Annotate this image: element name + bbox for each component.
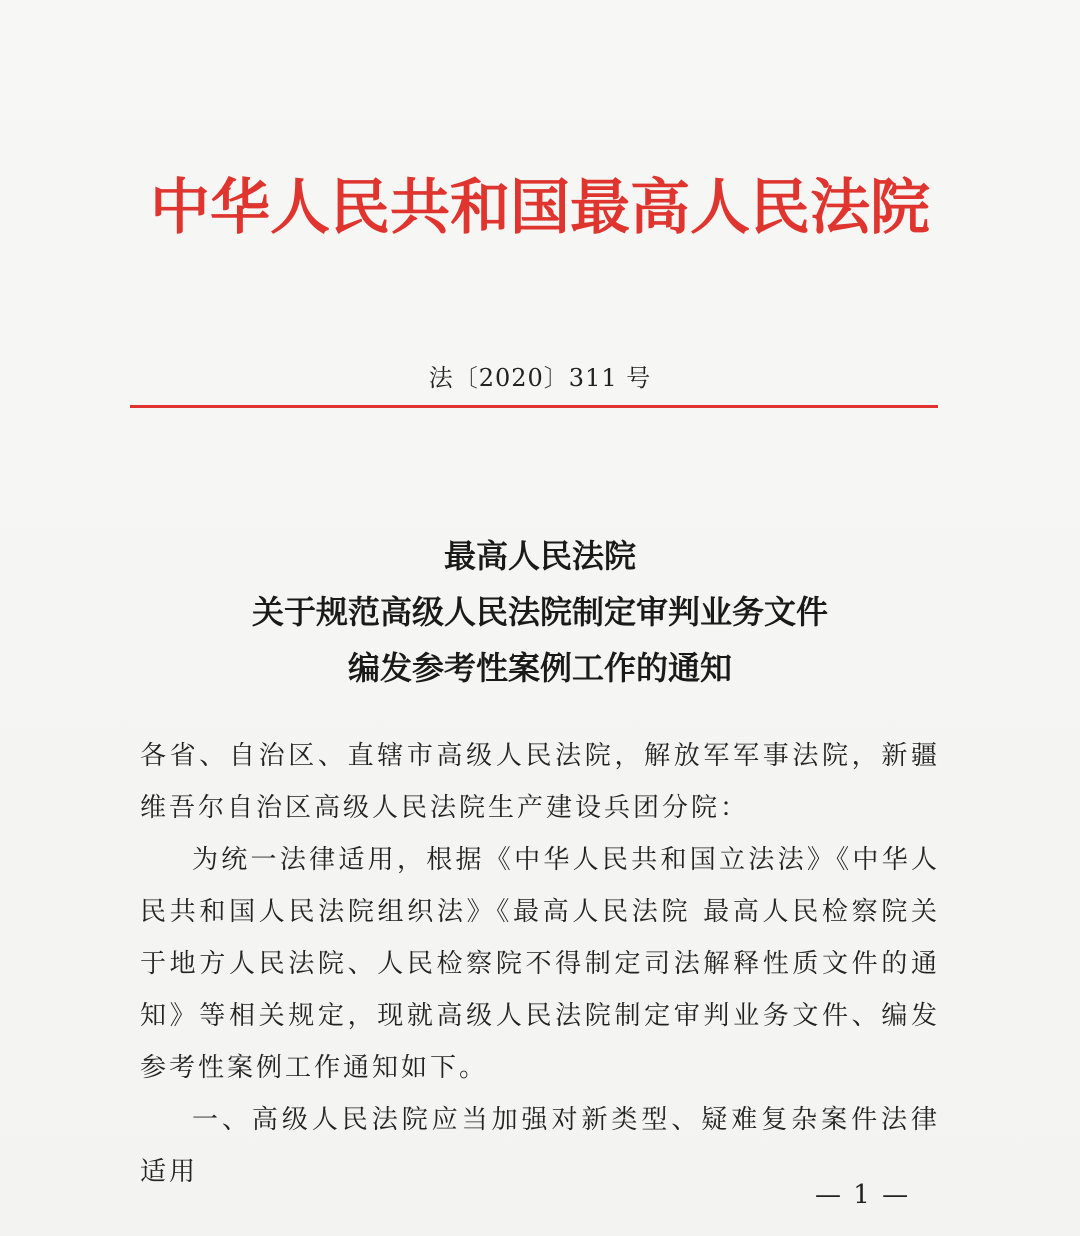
page-number: — 1 — — [815, 1180, 911, 1210]
title-line-3: 编发参考性案例工作的通知 — [347, 649, 732, 687]
title-line-1: 最高人民法院 — [443, 537, 636, 575]
body-paragraph-2: 一、高级人民法院应当加强对新类型、疑难复杂案件法律适用 — [140, 1105, 940, 1187]
salutation: 各省、自治区、直辖市高级人民法院，解放军军事法院，新疆维吾尔自治区高级人民法院生产建设兵团分院： — [140, 741, 940, 823]
document-number: 法〔2020〕311 号 — [428, 364, 652, 392]
document-body — [140, 730, 940, 1198]
document-title — [0, 528, 1080, 696]
header-divider — [130, 405, 938, 408]
body-paragraph-1: 为统一法律适用，根据《中华人民共和国立法法》《中华人民共和国人民法院组织法》《最高人民法院 最高人民检察院关于地方人民法院、人民检察院不得制定司法解释性质文件的通知》等相关规定，现就高级人民法院制定审判业务文件、编发参考性案例工作通知如下。 — [140, 845, 940, 1083]
title-line-2: 关于规范高级人民法院制定审判业务文件 — [251, 593, 828, 631]
issuer-header: 中华人民共和国最高人民法院 — [150, 173, 930, 243]
